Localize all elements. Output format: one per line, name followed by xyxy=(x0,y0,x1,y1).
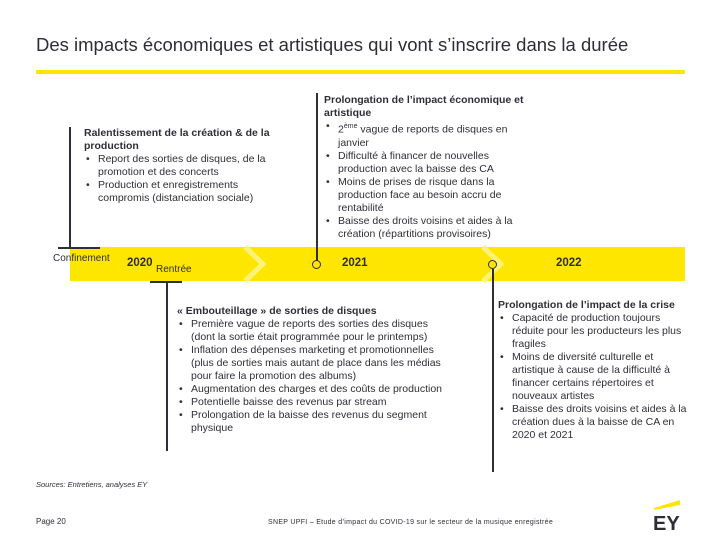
block-heading: Ralentissement de la création & de la production xyxy=(84,127,270,152)
list-item: • 2ème vague de reports de disques en janvier xyxy=(324,120,530,150)
milestone-confinement: Confinement xyxy=(53,253,110,264)
svg-text:EY: EY xyxy=(653,513,680,532)
block-ralentissement xyxy=(84,127,284,205)
timeline-segment-2021 xyxy=(245,247,501,281)
block-embouteillage xyxy=(177,305,452,435)
page-title: Des impacts économiques et artistiques qui vont s’inscrire dans la durée xyxy=(36,34,629,55)
list-item: • Report des sorties de disques, de la promotion et des concerts xyxy=(84,153,284,179)
block-prolongation-artistique xyxy=(324,94,530,241)
block-prolongation-crise xyxy=(498,299,688,442)
connector-prolongation-artistique xyxy=(316,93,318,264)
study-footer: SNEP UPFI – Etude d’impact du COVID-19 sur le secteur de la musique enregistrée xyxy=(268,519,554,526)
list-item: • Production et enregistrements compromis (distanciation sociale) xyxy=(84,179,284,205)
list-item: • Inflation des dépenses marketing et promotionnelles (plus de sorties mais autant de place dans les médias pour faire la promotion des albums) xyxy=(177,344,452,383)
connector-embouteillage xyxy=(166,281,168,451)
page-number: Page 20 xyxy=(36,517,66,526)
list-item: • Première vague de reports des sorties des disques (dont la sortie était programmée pour le printemps) xyxy=(177,318,452,344)
list-item: • Moins de prises de risque dans la production face au besoin accru de rentabilité xyxy=(324,176,530,215)
block-heading: Prolongation de l’impact de la crise xyxy=(498,299,675,311)
list-item: • Baisse des droits voisins et aides à la création dues à la baisse de CA en 2020 et 2021 xyxy=(498,403,688,442)
year-2022: 2022 xyxy=(556,257,582,269)
sources-note: Sources: Entretiens, analyses EY xyxy=(36,480,148,489)
ey-logo xyxy=(648,496,684,532)
list-item: • Augmentation des charges et des coûts de production xyxy=(177,383,452,396)
list-item: • Difficulté à financer de nouvelles production avec la baisse des CA xyxy=(324,150,530,176)
list-item: • Capacité de production toujours réduite pour les producteurs les plus fragiles xyxy=(498,312,688,351)
milestone-dot-2021 xyxy=(312,260,321,269)
year-2021: 2021 xyxy=(342,257,368,269)
block-heading: « Embouteillage » de sorties de disques xyxy=(177,305,377,317)
milestone-dot-2022 xyxy=(488,260,497,269)
list-item: • Moins de diversité culturelle et artistique à cause de la difficulté à financer certains répertoires et nouveaux artistes xyxy=(498,351,688,403)
list-item: • Potentielle baisse des revenus par stream xyxy=(177,396,452,409)
milestone-rentree: Rentrée xyxy=(156,264,192,275)
connector-prolongation-crise xyxy=(492,269,494,472)
block-heading: Prolongation de l’impact économique et artistique xyxy=(324,94,524,119)
connector-ralentissement xyxy=(69,127,71,247)
timeline-segment-2022 xyxy=(483,247,685,281)
list-item: • Prolongation de la baisse des revenus du segment physique xyxy=(177,409,452,435)
list-item: • Baisse des droits voisins et aides à la création (répartitions provisoires) xyxy=(324,215,530,241)
year-2020: 2020 xyxy=(127,257,153,269)
connector-confinement xyxy=(58,247,100,249)
